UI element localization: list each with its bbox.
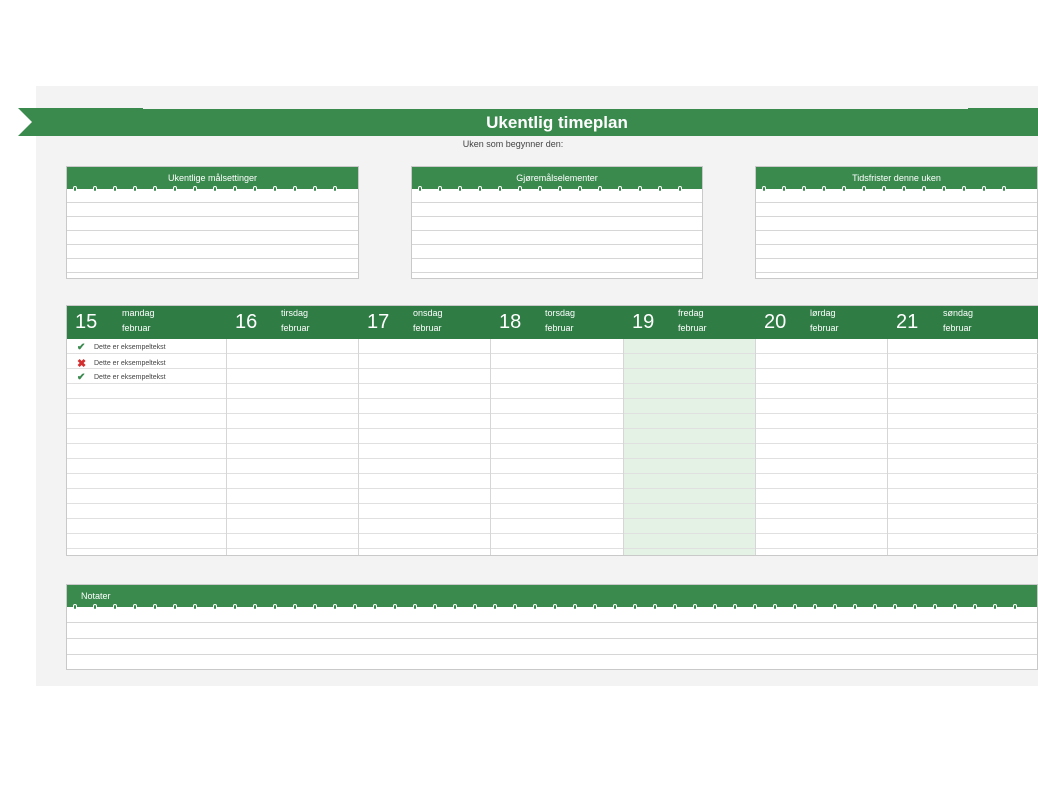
task-item[interactable] [77, 357, 166, 370]
day-column-thursday[interactable] [491, 339, 624, 555]
day-header-thursday [491, 306, 624, 339]
day-column-wednesday[interactable] [359, 339, 491, 555]
deadlines-header [756, 167, 1037, 189]
day-column-sunday[interactable] [888, 339, 1038, 555]
day-name: søndag [943, 308, 974, 318]
day-header-tuesday [227, 306, 359, 339]
deadlines-title: Tidsfrister denne uken [852, 173, 941, 183]
day-name: tirsdag [281, 308, 309, 318]
weekly-goals-card[interactable] [66, 166, 359, 279]
todo-items-card[interactable] [411, 166, 703, 279]
day-month: februar [122, 323, 151, 333]
day-header-sunday [888, 306, 1038, 339]
week-start-label: Uken som begynner den: [462, 139, 564, 149]
day-month: februar [678, 323, 707, 333]
day-name: onsdag [413, 308, 443, 318]
day-number: 21 [896, 311, 919, 333]
page-title: Ukentlig timeplan [486, 113, 628, 132]
day-month: februar [943, 323, 972, 333]
day-header-friday [624, 306, 756, 339]
todo-items-header [412, 167, 702, 189]
week-grid [66, 305, 1038, 556]
day-name: mandag [122, 308, 155, 318]
check-icon: ✔ [77, 372, 86, 383]
day-number: 16 [235, 311, 258, 333]
day-number: 15 [75, 311, 98, 333]
day-header-monday [67, 306, 227, 339]
day-column-tuesday[interactable] [227, 339, 359, 555]
day-name: lørdag [810, 308, 836, 318]
notes-header [67, 585, 1037, 607]
day-month: februar [810, 323, 839, 333]
notes-card[interactable] [66, 584, 1038, 670]
notes-lines[interactable] [67, 607, 1037, 669]
check-icon: ✔ [77, 342, 86, 353]
day-header-saturday [756, 306, 888, 339]
day-name: torsdag [545, 308, 576, 318]
cross-icon: ✖ [77, 358, 87, 370]
day-number: 20 [764, 311, 787, 333]
day-column-saturday[interactable] [756, 339, 888, 555]
day-header-wednesday [359, 306, 491, 339]
day-number: 18 [499, 311, 522, 333]
notes-title: Notater [81, 591, 111, 601]
day-column-friday[interactable] [624, 339, 756, 555]
deadlines-lines[interactable] [756, 189, 1037, 278]
task-item[interactable] [77, 372, 166, 383]
todo-items-lines[interactable] [412, 189, 702, 278]
deadlines-card[interactable] [755, 166, 1038, 279]
task-text: Dette er eksempeltekst [94, 360, 166, 367]
task-item[interactable] [77, 342, 166, 353]
day-column-monday[interactable] [67, 339, 227, 555]
todo-items-title: Gjøremålselementer [516, 173, 598, 183]
day-month: februar [281, 323, 310, 333]
day-name: fredag [678, 308, 704, 318]
day-month: februar [413, 323, 442, 333]
task-text: Dette er eksempeltekst [94, 374, 166, 381]
weekly-goals-header [67, 167, 358, 189]
day-month: februar [545, 323, 574, 333]
day-number: 17 [367, 311, 390, 333]
weekly-goals-title: Ukentlige målsettinger [167, 173, 258, 183]
weekly-goals-lines[interactable] [67, 189, 358, 278]
task-text: Dette er eksempeltekst [94, 344, 166, 351]
day-number: 19 [632, 311, 655, 333]
